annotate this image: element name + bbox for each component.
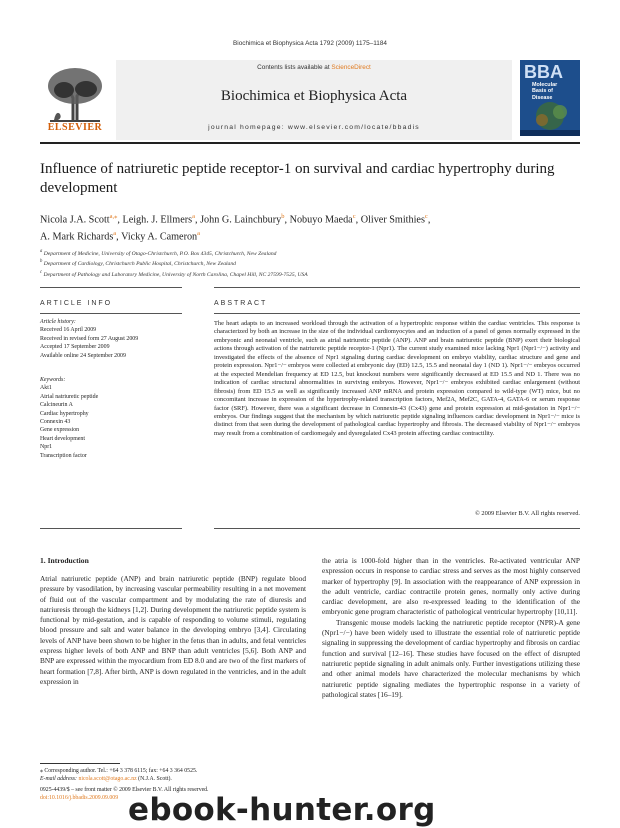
- corresponding-author-footnote: [40, 767, 306, 783]
- author-affiliation-mark[interactable]: a: [113, 230, 117, 238]
- abstract-bottom-rule: [214, 528, 580, 529]
- author-affiliation-mark[interactable]: c: [424, 213, 428, 220]
- intro-paragraph: Transgenic mouse models lacking the natriuretic peptide receptor (NPR)-A gene (Npr1−/−) have been widely used to illustrate the essential role of natriuretic peptide signaling in suppressing the development of cardiac hypertrophy and fibrosis on cardiac function and survival [12–16]. These studies have focused on the effect of disrupted natriuretic peptide signaling in adult animals only. Further investigations utilizing these and other animal models have characterized the molecular mechanisms by which natriuretic peptide signaling mediates the hypertrophic response in a variety of pathological states [16–19].: [322, 617, 580, 699]
- intro-paragraph: the atria is 1000-fold higher than in the ventricles. Re-activated ventricular ANP expression occurs in response to cardiac stress and serves as the most highly conserved marker of hypertrophy [9]. In association with the reappearance of ANP expression in the adult ventricle, cardiac contractile protein genes, normally only active during cardiac development, are also re-expressed leading to the identification of the embryonic gene program characteristic of pathological ventricular hypertrophy [10,11].: [322, 556, 580, 617]
- author-name: Vicky A. Cameron: [121, 231, 198, 243]
- affiliation-mark: c: [40, 269, 43, 275]
- affiliation-mark: a: [40, 249, 43, 254]
- keyword-item: Connexin 43: [40, 419, 71, 426]
- article-title: Influence of natriuretic peptide receptor-1 on survival and cardiac hypertrophy during development: [40, 161, 555, 196]
- history-item: Received 16 April 2009: [40, 327, 97, 334]
- history-item: Available online 24 September 2009: [40, 352, 126, 359]
- affiliation-item: [40, 248, 580, 258]
- contents-prefix: Contents lists available at: [257, 64, 332, 71]
- abstract-text: The heart adapts to an increased workload through the activation of a hypertrophic response within the cardiac ventricles. This response is characterized by both an increase in the size of the individual cardiomyocytes and an induction of a panel of genes normally expressed in the embryonic and neonatal ventricle, such as atrial natriuretic peptide (ANP). ANP and brain natriuretic peptide (BNP) exert their biological actions through activation of the natriuretic peptide receptor-1 (Npr1). The current study examined mice lacking Npr1 (Npr1−/−) activity and investigated the effects of the absence of Npr1 signaling during cardiac development on embryo viability, cardiac structure and gene and protein expression. Npr1−/− embryos were collected at embryonic day (ED) 12.5, 15.5 and neonatal day 1 (ND 1). Npr1−/− embryos occurred at the expected Mendelian frequency at ED 12.5, but knockout numbers were significantly decreased at ED 15.5 and ND 1. There was no indication of cardiac structural abnormalities in surviving embryos. However, Npr1−/− embryos exhibited cardiac enlargement (without fibrosis) from ED 15.5 as well as significantly increased ANP mRNA and protein expression compared to wild-type (WT) mice, but no concomitant increase in expression of the hypertrophy-related transcription factors, Mef2A, Mef2C, GATA-4, GATA-6 or serum response factor (SRF). However, there was a significant decrease in Connexin-43 (Cx43) gene and protein expression at mid-gestation in Npr1−/− embryos. Our findings suggest that the mechanism by which natriuretic peptide signaling influences cardiac development in Npr1−/− mice is distinct from that seen during the development of pathological cardiac hypertrophy and fibrosis. The decreased viability of Npr1−/− embryos may result from a combination of cardiomegaly and dysregulated Cx43 protein affecting cardiac contractility.: [214, 320, 580, 437]
- affiliation-list: [40, 248, 580, 279]
- affiliation-text: Department of Medicine, University of Otago-Christchurch, P.O. Box 4345, Christchurch, New Zealand: [43, 250, 277, 257]
- article-info-mid-rule: [40, 313, 182, 314]
- keyword-list: [40, 376, 182, 460]
- author-affiliation-mark[interactable]: a: [192, 213, 195, 220]
- intro-right-column: [322, 556, 580, 700]
- contents-line: [116, 64, 512, 71]
- author-name: Leigh. J. Ellmers: [122, 214, 193, 226]
- abstract-top-rule: [214, 287, 580, 288]
- affiliation-mark: b: [40, 259, 43, 265]
- abstract-heading: ABSTRACT: [214, 300, 268, 307]
- article-info-heading: ARTICLE INFO: [40, 300, 113, 307]
- intro-left-column: Atrial natriuretic peptide (ANP) and brain natriuretic peptide (BNP) regulate blood pressure by vasodilation, by increasing vascular permeability resulting in a net movement of fluid out of the vascular compartment and by modulating the rate of diuresis and natriuresis through the kidneys [1,2]. During development the natriuretic peptide system is functional by mid-gestation, and is capable of responding to volume stimuli, regulating blood pressure and salt and water balance in the developing embryo [3,4]. Circulating levels of ANP have been shown to be higher in the fetus than in adults, and fetal ventricles express higher levels of both ANP and BNP than adult ventricles [5,6]. Both ANP and BNP are expressed within the myocardium from ED 8.0 and are two of the first markers of heart formation [7,8]. After birth, ANP is down regulated in the ventricles, and in the adult expression in: [40, 574, 306, 686]
- watermark-text: ebook-hunter.org: [128, 792, 436, 828]
- abstract-mid-rule: [214, 313, 580, 314]
- footnote-text: ⁎ Corresponding author. Tel.: +64 3 378 6115; fax: +64 3 364 0525.: [40, 768, 198, 774]
- author-affiliation-mark[interactable]: a,⁎: [109, 213, 118, 220]
- article-info-bottom-rule: [40, 528, 182, 529]
- author-affiliation-mark[interactable]: c: [352, 213, 356, 220]
- author-affiliation-mark[interactable]: b: [281, 213, 285, 220]
- journal-homepage[interactable]: journal homepage: www.elsevier.com/locate/bbadis: [208, 124, 420, 131]
- keyword-item: Cardiac hypertrophy: [40, 410, 89, 417]
- section-heading-introduction: 1. Introduction: [40, 556, 89, 565]
- author-name: Nicola J.A. Scott: [40, 214, 110, 226]
- elsevier-wordmark: ELSEVIER: [47, 122, 103, 133]
- keyword-item: Npr1: [40, 444, 53, 451]
- author-name: Oliver Smithies: [360, 214, 425, 226]
- affiliation-text: Department of Cardiology, Christchurch Public Hospital, Christchurch, New Zealand: [43, 261, 236, 268]
- email-suffix: (N.J.A. Scott).: [136, 776, 172, 782]
- keyword-item: Calcineurin A: [40, 402, 73, 409]
- author-list: Nicola J.A. Scott$^{a,⁎}$, Leigh. J. Ellmers$^a$, John G. Lainchbury$^b$, Nobuyo Maeda$^c$, Oliver Smithies$^c$, A. Mark Richards$^a$, Vicky A. Cameron$^a$: [40, 213, 431, 243]
- abstract-copyright: © 2009 Elsevier B.V. All rights reserved.: [474, 510, 580, 517]
- cover-subtitle-line: Basis of: [532, 88, 553, 95]
- cover-letters: BBA: [524, 62, 563, 82]
- email-label: E-mail address:: [40, 776, 79, 782]
- article-info-top-rule: [40, 287, 182, 288]
- history-item: Received in revised form 27 August 2009: [40, 335, 139, 342]
- keyword-item: Heart development: [40, 435, 85, 442]
- cover-subtitle-line: Molecular: [532, 82, 558, 88]
- affiliation-text: Department of Pathology and Laboratory Medicine, University of North Carolina, Chapel Hill, NC 27599-7525, USA: [43, 271, 308, 278]
- history-label: Article history:: [40, 319, 76, 325]
- author-name: John G. Lainchbury: [200, 214, 282, 226]
- footnote-rule: [40, 763, 120, 764]
- email-link[interactable]: nicola.scott@otago.ac.nz: [78, 776, 137, 782]
- running-head: Biochimica et Biophysica Acta 1792 (2009) 1175–1184: [233, 40, 387, 47]
- author-affiliation-mark[interactable]: a: [197, 230, 201, 238]
- author-name: Nobuyo Maeda: [289, 214, 353, 226]
- keyword-item: Akt1: [40, 385, 52, 392]
- affiliation-item: [40, 258, 580, 268]
- article-history: [40, 318, 182, 360]
- author-name: A. Mark Richards: [40, 231, 114, 243]
- footnote-email-line: [40, 775, 306, 783]
- doi-link[interactable]: doi:10.1016/j.bbadis.2009.09.009: [40, 795, 119, 801]
- sciencedirect-link[interactable]: ScienceDirect: [331, 64, 371, 71]
- masthead-rule: [40, 142, 580, 144]
- keyword-item: Gene expression: [40, 427, 80, 434]
- affiliation-item: [40, 269, 580, 279]
- history-item: Accepted 17 September 2009: [40, 344, 110, 351]
- cover-subtitle: [532, 82, 580, 101]
- keywords-label: Keywords:: [40, 377, 66, 383]
- journal-title: Biochimica et Biophysica Acta: [220, 88, 408, 104]
- cover-subtitle-line: Disease: [532, 94, 553, 101]
- issn-line: 0925-4439/$ – see front matter © 2009 Elsevier B.V. All rights reserved.: [40, 787, 209, 793]
- keyword-item: Atrial natriuretic peptide: [40, 393, 99, 400]
- keyword-item: Transcription factor: [40, 452, 87, 459]
